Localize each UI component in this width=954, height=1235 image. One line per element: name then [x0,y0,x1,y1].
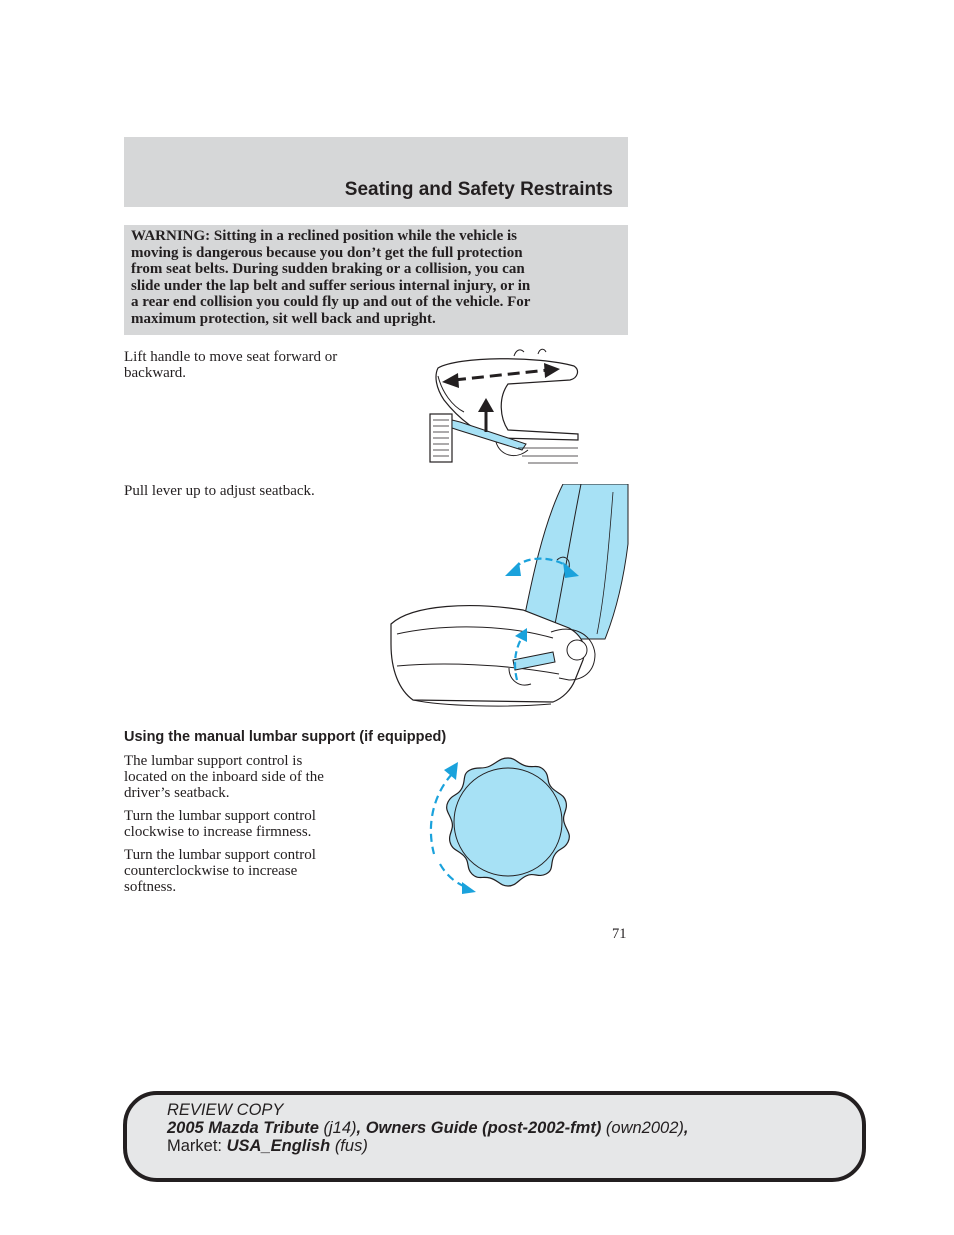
text-line: Turn the lumbar support control [124,808,316,824]
text-line: The lumbar support control is [124,753,303,769]
seatback-recline-illustration [383,484,629,714]
text-line: clockwise to increase firmness. [124,824,312,841]
footer-model-code: (j14) [323,1119,357,1137]
text-line: softness. [124,879,177,896]
lumbar-paragraph-2 [124,808,316,840]
lumbar-knob-illustration [422,754,578,894]
text-line: backward. [124,365,187,382]
text-line: Turn the lumbar support control [124,847,316,863]
seat-forward-paragraph [124,349,337,381]
footer-text [167,1101,688,1155]
section-header-band [124,137,628,207]
section-title: Seating and Safety Restraints [344,179,613,200]
footer-market-label: Market: [167,1137,227,1155]
review-copy-footer [123,1091,866,1182]
text-line: located on the inboard side of the [124,769,324,786]
footer-model: 2005 Mazda Tribute [167,1119,319,1137]
footer-review-copy: REVIEW COPY [167,1101,284,1119]
warning-line: from seat belts. During sudden braking or a collision, you can [131,261,525,277]
warning-line: slide under the lap belt and suffer serious internal injury, or in [131,277,531,294]
footer-guide: Owners Guide (post-2002-fmt) [365,1119,602,1137]
seat-track-illustration [418,348,580,468]
warning-box [124,225,628,335]
footer-guide-code: (own2002) [605,1119,684,1137]
text-line: counterclockwise to increase [124,863,298,880]
page-number: 71 [612,926,627,942]
text-line: driver’s seatback. [124,785,230,802]
warning-line: WARNING: Sitting in a reclined position while the vehicle is [131,228,517,244]
footer-separator: , [356,1119,366,1137]
footer-market: USA_English [226,1137,331,1155]
footer-market-code: (fus) [334,1137,368,1155]
warning-line: a rear end collision you could fly up and out of the vehicle. For [131,294,531,310]
lumbar-paragraph-3 [124,847,316,896]
text-line: Lift handle to move seat forward or [124,349,338,365]
seatback-paragraph: Pull lever up to adjust seatback. [124,483,315,499]
lumbar-paragraph-1 [124,753,324,802]
warning-line: moving is dangerous because you don’t get the full protection [131,244,523,261]
lumbar-heading: Using the manual lumbar support (if equipped) [124,729,447,745]
warning-line: maximum protection, sit well back and upright. [131,310,436,327]
footer-comma: , [683,1119,689,1137]
